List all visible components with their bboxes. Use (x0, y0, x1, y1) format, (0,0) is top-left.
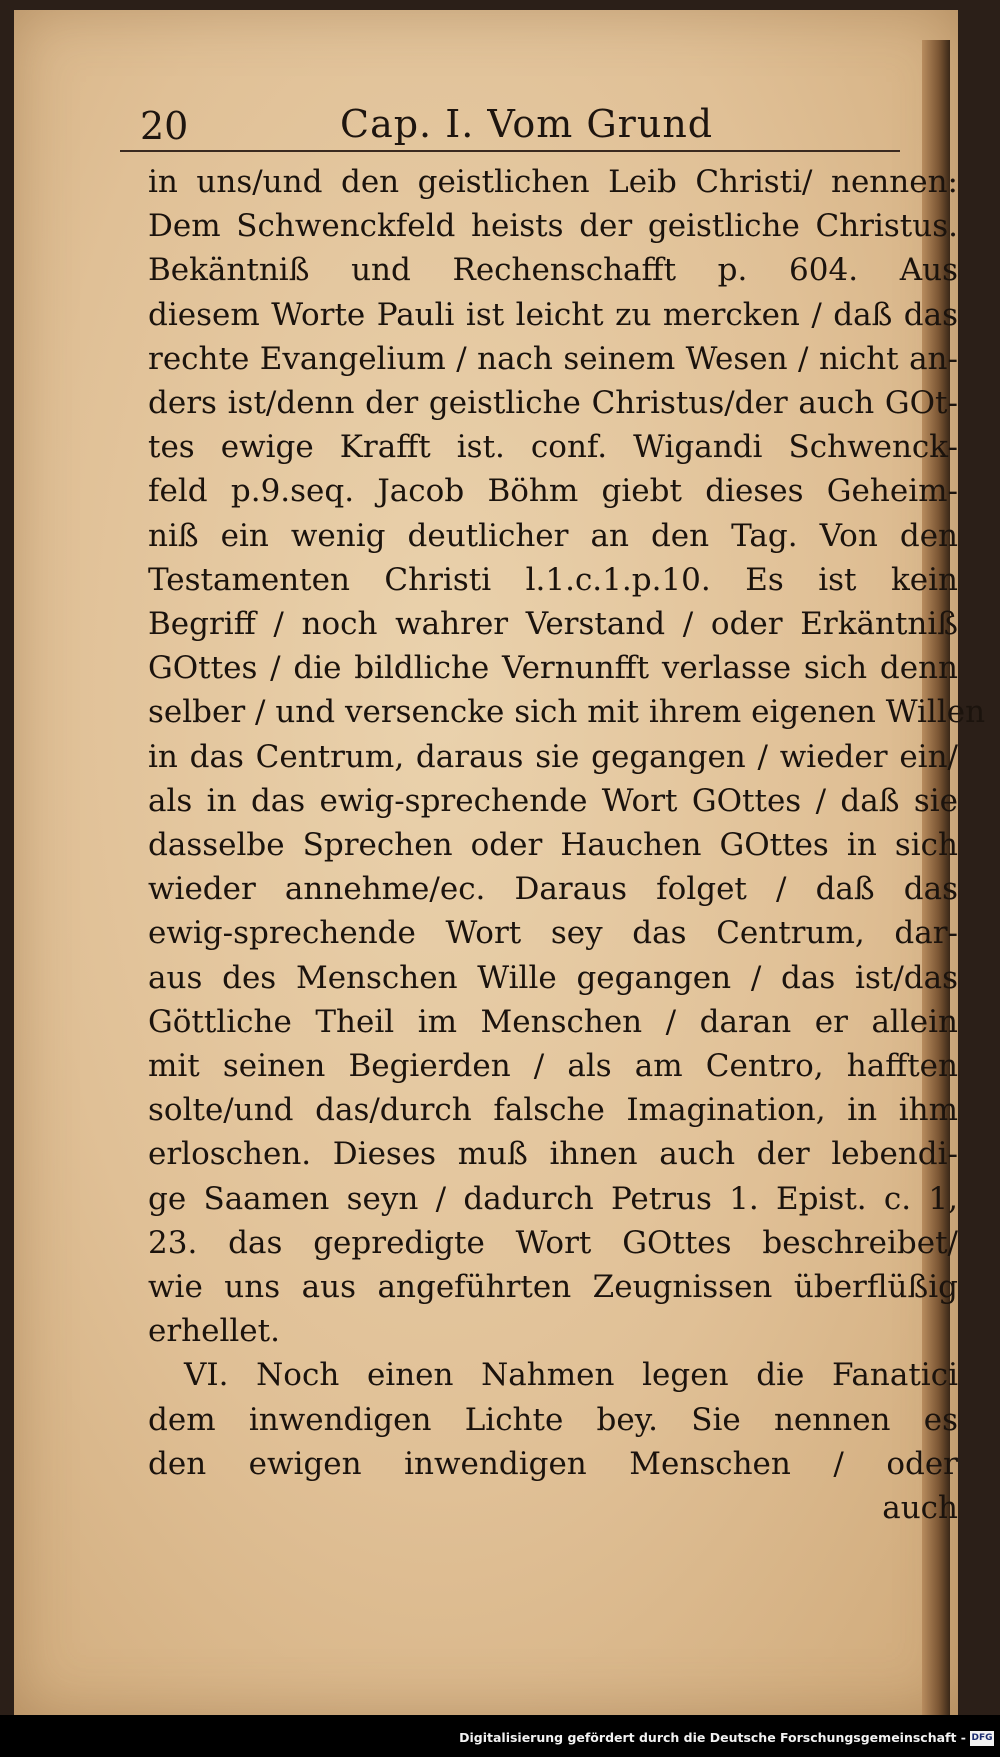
text-line: Begriff / noch wahrer Verstand / oder Erkäntniß (148, 606, 958, 643)
text-line: selber / und versencke sich mit ihrem eigenen Willen (148, 694, 986, 731)
text-line: erhellet. (148, 1313, 280, 1350)
dfg-logo: DFG (970, 1731, 994, 1746)
text-line: dem inwendigen Lichte bey. Sie nennen es (148, 1401, 958, 1438)
text-line: ewig-sprechende Wort sey das Centrum, dar- (148, 915, 958, 952)
text-line: Dem Schwenckfeld heists der geistliche Christus. (148, 208, 958, 245)
text-line: GOttes / die bildliche Vernunfft verlasse sich denn (148, 650, 958, 687)
text-line: den ewigen inwendigen Menschen / oder (148, 1445, 958, 1482)
text-line: ge Saamen seyn / dadurch Petrus 1. Epist. c. 1, (148, 1180, 958, 1217)
text-line: als in das ewig-sprechende Wort GOttes / daß sie (148, 782, 958, 819)
page-number: 20 (140, 104, 189, 148)
header-rule (120, 150, 900, 152)
text-line: dasselbe Sprechen oder Hauchen GOttes in sich (148, 827, 958, 864)
text-line: niß ein wenig deutlicher an den Tag. Von den (148, 517, 958, 554)
text-line: rechte Evangelium / nach seinem Wesen / nicht an- (148, 340, 958, 377)
text-line: mit seinen Begierden / als am Centro, hafften (148, 1048, 958, 1085)
page-header (130, 92, 940, 152)
text-line: diesem Worte Pauli ist leicht zu mercken / daß das (148, 296, 958, 333)
text-line: solte/und das/durch falsche Imagination, in ihm (148, 1092, 958, 1129)
text-line: erloschen. Dieses muß ihnen auch der lebendi- (148, 1136, 958, 1173)
text-line: aus des Menschen Wille gegangen / das ist/das (148, 959, 958, 996)
running-head: Cap. I. Vom Grund (340, 102, 714, 146)
text-line: Testamenten Christi l.1.c.1.p.10. Es ist kein (148, 561, 958, 598)
footer-bar (0, 1715, 1000, 1757)
text-line: auch (882, 1490, 958, 1527)
text-line: tes ewige Krafft ist. conf. Wigandi Schwenck- (148, 429, 958, 466)
text-line: wieder annehme/ec. Daraus folget / daß das (148, 871, 958, 908)
body-text (148, 160, 986, 1530)
text-line: Göttliche Theil im Menschen / daran er allein (148, 1003, 958, 1040)
text-line: feld p.9.seq. Jacob Böhm giebt dieses Geheim- (148, 473, 958, 510)
text-line: in das Centrum, daraus sie gegangen / wieder ein/ (148, 738, 958, 775)
text-line: Bekäntniß und Rechenschafft p. 604. Aus (148, 252, 958, 289)
text-line: VI. Noch einen Nahmen legen die Fanatici (184, 1357, 958, 1394)
text-line: wie uns aus angeführten Zeugnissen überflüßig (148, 1269, 958, 1306)
digitization-credit: Digitalisierung gefördert durch die Deutsche Forschungsgemeinschaft - (459, 1730, 966, 1745)
text-line: ders ist/denn der geistliche Christus/der auch GOt- (148, 385, 958, 422)
text-line: in uns/und den geistlichen Leib Christi/ nennen: (148, 164, 958, 200)
text-line: 23. das gepredigte Wort GOttes beschreibet/ (148, 1224, 958, 1261)
